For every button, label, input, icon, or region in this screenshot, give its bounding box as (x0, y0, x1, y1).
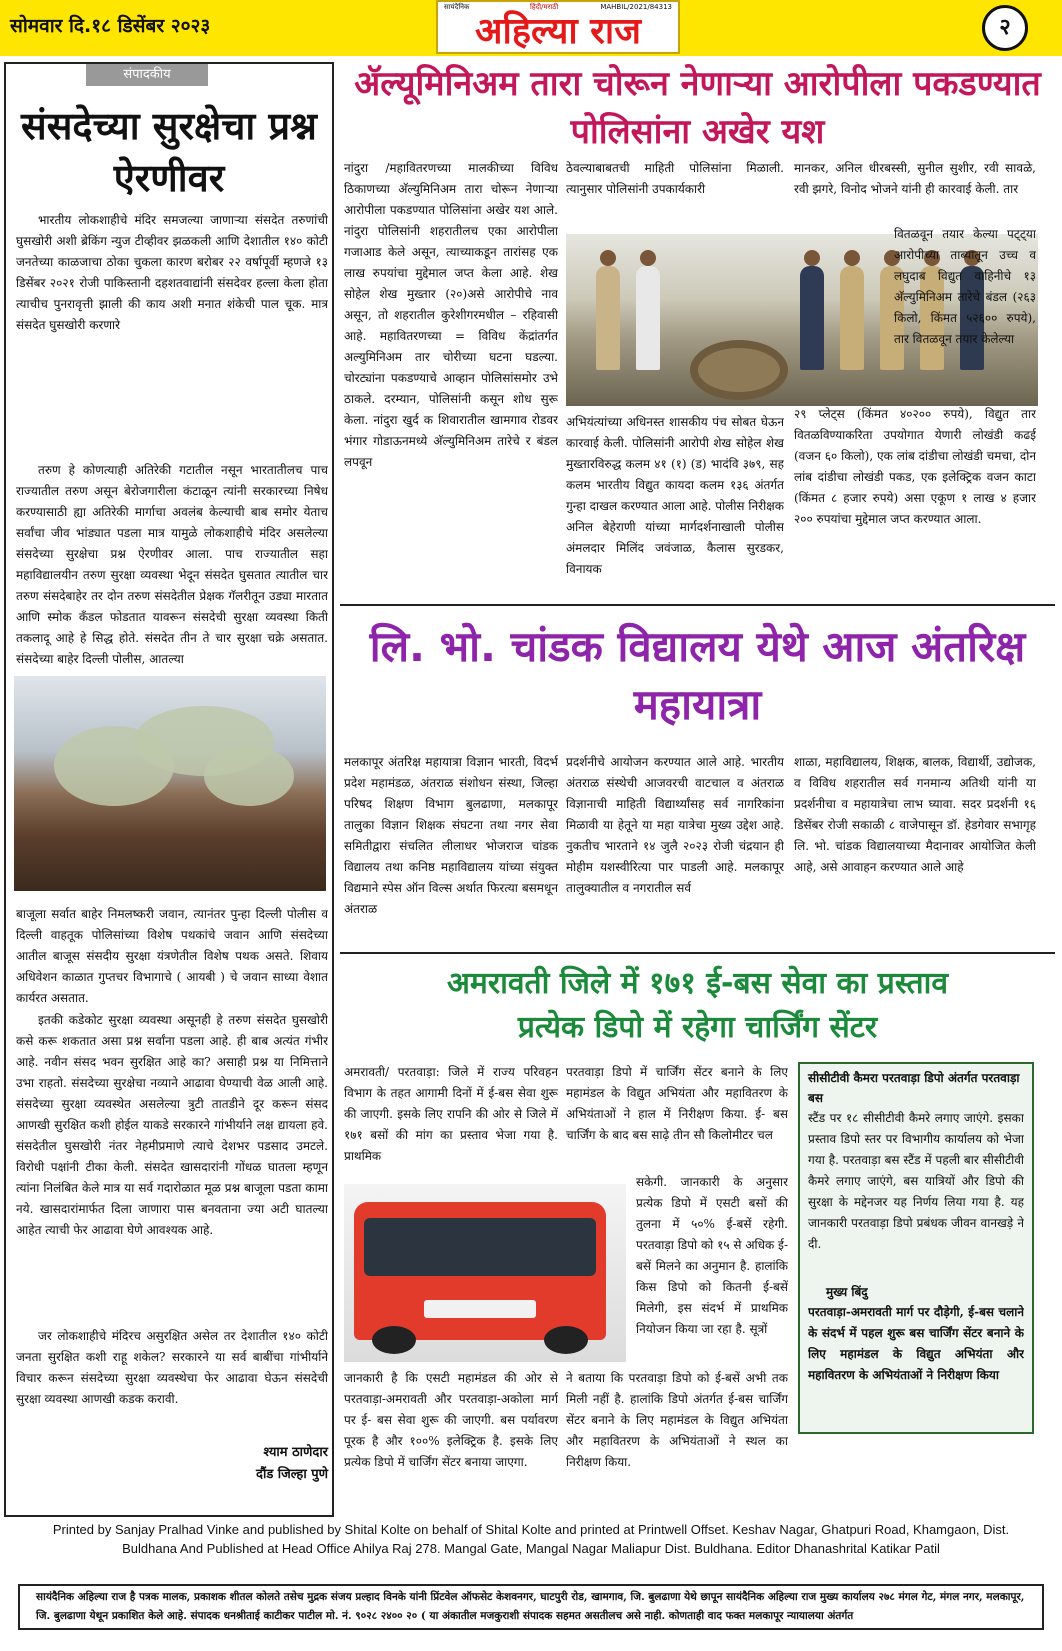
story2-col2: प्रदर्शनीचे आयोजन करण्यात आले आहे. भारतीय अंतराळ संस्थेची आजवरची वाटचाल व अंतराळ विज्ञानाची माहिती विद्यार्थ्यांसह सर्व नागरिकांना मिळावी या हेतूने या महा यात्रेचा मुख्य उद्देश आहे. नुकतीच भारताने १४ जुलै २०२३ रोजी चंद्रयान ही मोहीम यशस्वीरित्या पार पाडली आहे. मलकापूर तालुक्यातील व नगरातील सर्व (566, 755, 784, 895)
key-points-heading: मुख्य बिंदु (826, 1285, 868, 1299)
author-name: श्याम ठाणेदार (263, 1445, 328, 1460)
key-points-text: परतवाड़ा-अमरावती मार्ग पर दौड़ेगी, ई-बस चलाने के संदर्भ में पहल शुरू बस चार्जिंग सेंटर बनाने के लिए महामंडल के विद्युत अभियंता और महावितरण के अभियंताओं ने निरीक्षण किया (808, 1305, 1024, 1382)
divider-2 (340, 952, 1055, 954)
author-place: दौंड जिल्हा पुणे (256, 1467, 328, 1482)
story1-headline: ॲल्यूमिनिअम तारा चोरून नेणाऱ्या आरोपीला पकडण्यात पोलिसांना अखेर यश (354, 64, 1041, 152)
issue-date: सोमवार दि.१८ डिसेंबर २०२३ (10, 15, 211, 37)
story1-col3-top: मानकर, अनिल धीरबस्सी, सुनील सुशीर, रवी सावळे, रवी झगरे, विनोद भोजने यांनी ही कारवाई केली. तार (794, 161, 1036, 196)
story1-col3-bottom: २९ प्लेट्स (किंमत ४०२०० रुपये), विद्युत तार वितळविण्याकरिता उपयोगात येणारी लोखंडी कढई (वजन ६० किलो), एक लांब दांडीचा लोखंडी चमचा, दोन लांब दांडीचा लोखंडी पकड, एक इलेक्ट्रिक वजन काटा (किंमत ८ हजार रुपये) असा एकूण १ लाख ४ हजार २०० रुपयांचा मुद्देमाल जप्त करण्यात आला. (794, 407, 1036, 526)
sidebox-heading: सीसीटीवी कैमरा परतवाड़ा डिपो अंतर्गत परतवाड़ा बस (808, 1071, 1020, 1105)
masthead-language: हिंदी/मराठी (530, 3, 559, 11)
masthead-registration: MAHBIL/2021/84313 (600, 3, 672, 11)
story3-col2-mid: सकेगी. जानकारी के अनुसार प्रत्येक डिपो में एसटी बसों की तुलना में ५०% ई-बसें रहेगी. परतवाड़ा डिपो को १५ से अधिक ई-बसें मिलने का अनुमान है. हालांकि किस डिपो को कितनी ई-बसें मिलेगी, इस संदर्भ में प्राथमिक नियोजन किया जा रहा है. सूत्रों (636, 1175, 788, 1336)
story3-headline (340, 962, 1055, 1050)
imprint-english: Printed by Sanjay Pralhad Vinke and published by Shital Kolte on behalf of Shital Kolte and printed at Printwell Offset. Keshav Nagar, Ghatpuri Road, Khamgaon, Dist. Buldhana And Published at Head Office Ahilya Raj 278. Mangal Gate, Mangal Nagar Maliapur Dist. Buldhana. Editor Dhanashrital Katikar Patil (52, 1522, 1010, 1556)
story3-headline-line2: प्रत्येक डिपो में रहेगा चार्जिंग सेंटर (517, 1010, 878, 1045)
parliament-smoke-photo (14, 676, 326, 891)
editorial-tag: संपादकीय (86, 64, 208, 86)
story1-col1: नांदुरा /महावितरणच्या मालकीच्या विविध ठिकाणच्या अ‍ॅल्युमिनिअम तारा चोरून नेणाऱ्या आरोपीला पकडण्यात पोलिसांना अखेर यश आले. नांदुरा पोलिसांनी शहरातीलच एका आरोपीला गजाआड केले असून, त्याच्याकडून तारांसह एक लाख रुपयांचा मुद्देमाल जप्त केला आहे. शेख सोहेल शेख मुख्तार (२०)असे आरोपीचे नाव असून, तो शहरातील कुरेशीगरमधील – रहिवासी आहे. महावितरणच्या = विविध केंद्रांतर्गत अल्युमिनिअम तार चोरीच्या घटना घडल्या. चोरट्यांना पकडण्याचे आव्हान पोलिसांसमोर उभे ठाकले. दरम्यान, पोलिसांनी कसून शोध सुरू केला. नांदुरा खुर्द क शिवारातील खामगाव रोडवर भंगार गोडाऊनमध्ये अ‍ॅल्युमिनिअम तारेचे र बंडल लपवून (344, 161, 558, 469)
editorial-body-top (16, 210, 328, 670)
cctv-sidebox (798, 1062, 1034, 1434)
editorial-para-5: जर लोकशाहीचे मंदिरच असुरक्षित असेल तर देशातील १४० कोटी जनता सुरक्षित कशी राहू शकेल? सरकारने या सर्व बाबींचा गांभीर्याने विचार करून संसदेच्या सुरक्षा व्यवस्थेचा फेर आढावा घेऊन संसदेची सुरक्षा व्यवस्था आणखी कडक करावी. (16, 1329, 328, 1406)
newspaper-title: अहिल्या राज (475, 11, 641, 52)
masthead (436, 0, 680, 54)
electric-bus-photo (344, 1184, 626, 1362)
story1-col3-mid: वितळवून तयार केल्या पट्ट्या आरोपीच्या ताब्यातून उच्च व लघुदाब विद्युत वाहिनीचे १३ अ‍ॅल्युमिनिअम तारेचे बंडल (२६३ किलो, किंमत ५२६०० रुपये), तार वितळवून तयार केलेल्या (894, 227, 1036, 346)
editorial-signature (182, 1442, 328, 1486)
story3-col2-top: परतवाड़ा डिपो में चार्जिंग सेंटर बनाने के लिए महामंडल के विद्युत अभियंता और महावितरण के अभियंताओं ने हाल में निरीक्षण किया. ई- बस चार्जिंग के बाद बस साढ़े तीन सौ किलोमीटर चल (566, 1065, 788, 1142)
story1-col2-top: ठेवल्याबाबतची माहिती पोलिसांना मिळाली. त्यानुसार पोलिसांनी उपकार्यकारी (566, 161, 784, 196)
story2-col3: शाळा, महाविद्यालय, शिक्षक, बालक, विद्यार्थी, उद्योजक, व विविध शहरातील सर्व गनमान्य अतिथी यांनी या प्रदर्शनीचा व महायात्रेचा लाभ घ्यावा. सदर प्रदर्शनी १६ डिसेंबर रोजी सकाळी ८ वाजेपासून डॉ. हेडगेवार सभागृह लि. भो. चांडक विद्यालयाच्या मैदानावर आयोजित केली आहे, असे आवाहन करण्यात आले आहे (794, 755, 1036, 874)
imprint-marathi: सायंदैनिक अहिल्या राज है पत्रक मालक, प्रकाशक शीतल कोलते तसेच मुद्रक संजय प्रल्हाद विनके यांनी प्रिंटवेल ऑफसेट केशवनगर, घाटपुरी रोड, खामगाव, जि. बुलढाणा येथे छापून सायंदैनिक अहिल्या राज मुख्य कार्यालय २७८ मंगल गेट, मंगल नगर, मलकापूर, जि. बुलढाणा येथून प्रकाशित केले आहे. संपादक धनश्रीताई काटीकर पाटील मो. नं. ९०२८ २४०० २० ( या अंकातील मजकुराशी संपादक सहमत असतीलच असे नाही. कोणताही वाद फक्त मलकापूर न्यायालया अंतर्गत (18, 1584, 1044, 1630)
editorial-para-2: तरुण हे कोणत्याही अतिरेकी गटातील नसून भारतातीलच पाच राज्यातील तरुण असून बेरोजगारीला कंटाळून त्यांनी सरकारच्या निषेध करण्यासाठी ह्या अतिरेकी मार्गाचा अवलंब केल्याची बाब समोर येताच सर्वांचा जीव भांड्यात पडला मात्र यामुळे लोकशाहीचे मंदिर असलेल्या संसदेच्या सुरक्षेचा प्रश्न ऐरणीवर आला. पाच राज्यातील सहा महाविद्यालयीन तरुण सुरक्षा व्यवस्था भेदून संसदेत घुसतात त्यातील चार तरुण संसदेबाहेर तर दोन तरुण संसदेतील प्रेक्षक गॅलरीतून उड्या मारतात आणि स्मोक कॅंडल फोडतात यावरून संसदेची सुरक्षा व्यवस्था किती तकलादू आहे हे सिद्ध होते. संसदेत तीन ते चार सुरक्षा चक्रे असतात. संसदेच्या बाहेर दिल्ली पोलीस, आतल्या (16, 463, 328, 666)
editorial-column (4, 62, 334, 1517)
divider-1 (340, 604, 1055, 606)
bus-shape (354, 1202, 606, 1340)
editorial-para-3: बाजूला सर्वात बाहेर निमलष्करी जवान, त्यानंतर पुन्हा दिल्ली पोलीस व दिल्ली वाहतूक पोलिसांच्या विशेष पथकांचे जवान आणि संसदेच्या आतील बाजूस संसदीय सुरक्षा यंत्रणेतील विशेष पथक असते. शिवाय अधिवेशन काळात गुप्तचर विभागाचे ( आयबी ) चे जवान साध्या वेशात कार्यरत असतात. (16, 907, 328, 1005)
page-number: २ (982, 5, 1028, 51)
header-bar (0, 0, 1062, 56)
editorial-body-bottom (16, 904, 328, 1434)
story3-col2-bottom: ने बताया कि परतवाड़ा डिपो को ई-बसें अभी तक मिली नहीं है. हालांकि डिपो अंतर्गत ई-बस चार्जिंग सेंटर बनाने के लिए महामंडल के विद्युत अभियंता और महावितरण के अभियंताओं ने स्थल का निरीक्षण किया. (566, 1371, 788, 1469)
story2-col1: मलकापूर अंतरिक्ष महायात्रा विज्ञान भारती, विदर्भ प्रदेश महामंडळ, अंतराळ संशोधन संस्था, जिल्हा परिषद शिक्षण विभाग बुलढाणा, मलकापूर तालुका विज्ञान शिक्षक संघटना तथा नगर सेवा समितीद्वारा संचलित लीलाधर भोजराज चांडक विद्यालय तथा कनिष्ठ महाविद्यालय यांच्या संयुक्त विद्यमाने स्पेस ऑन विल्स अर्थात फिरत्या बसमधून अंतराळ (344, 755, 558, 916)
story2-headline: लि. भो. चांडक विद्यालय येथे आज अंतरिक्ष महायात्रा (369, 622, 1026, 729)
sidebox-text: स्टैंड पर १८ सीसीटीवी कैमरे लगाए जाएंगे. इसका प्रस्ताव डिपो स्तर पर विभागीय कार्यालय को भेजा गया है. परतवाड़ा बस स्टैंड में पहली बार सीसीटीवी कैमरे लगाए जाएंगे, बस यात्रियों और डिपो की सुरक्षा के मद्देनजर यह निर्णय लिया गया है. यह जानकारी परतवाड़ा डिपो प्रबंधक जीवन वानखड़े ने दी. (808, 1111, 1024, 1251)
story3-col1-bottom: जानकारी है कि एसटी महामंडल की ओर से परतवाड़ा-अमरावती और परतवाड़ा-अकोला मार्ग पर ई- बस सेवा शुरू की जाएगी. बस पर्यावरण पूरक है और १००% इलेक्ट्रिक है. इसके लिए प्रत्येक डिपो में चार्जिंग सेंटर बनाया जाएगा. (344, 1371, 558, 1469)
editorial-title: संसदेच्या सुरक्षेचा प्रश्न ऐरणीवर (21, 104, 317, 200)
story3-headline-line1: अमरावती जिले में १७१ ई-बस सेवा का प्रस्ताव (446, 966, 949, 1001)
editorial-para-1: भारतीय लोकशाहीचे मंदिर समजल्या जाणाऱ्या संसदेत तरुणांची घुसखोरी अशी ब्रेकिंग न्युज टीव्हीवर झळकली आणि देशातील १४० कोटी जनतेच्या काळजाचा ठोका चुकला कारण बरोबर २२ वर्षापूर्वी म्हणजे १३ डिसेंबर २०२१ रोजी पाकिस्तानी दहशतवाद्यांनी संसदेवर हल्ला केला होता त्याचीच पुनरावृत्ती झाली की काय अशी मनात शंकेची पाल चूक. मात्र संसदेत घुसखोरी करणारे (16, 213, 328, 332)
story1-col2-bottom: अभियंत्यांच्या अधिनस्त शासकीय पंच सोबत घेऊन कारवाई केली. पोलिसांनी आरोपी शेख सोहेल शेख मुख्तारविरुद्ध कलम ४१ (१) (ड) भादंवि ३७९, सह कलम भारतीय विद्युत कायदा कलम १३६ अंतर्गत गुन्हा दाखल करण्यात आला आहे. पोलीस निरीक्षक अनिल बेहेराणी यांच्या मार्गदर्शनाखाली पोलीस अंमलदार मिलिंद जवंजाळ, कैलास सुरडकर, विनायक (566, 415, 784, 576)
editorial-para-4: इतकी कडेकोट सुरक्षा व्यवस्था असूनही हे तरुण संसदेत घुसखोरी कसे करू शकतात असा प्रश्न सर्वांना पडला आहे. ही बाब अत्यंत गंभीर आहे. नवीन संसद भवन सुरक्षित आहे का? असाही प्रश्न या निमित्ताने उभा राहतो. संसदेच्या सुरक्षेचा नव्याने आढावा घेण्याची वेळ आली आहे. संसदेच्या सुरक्षा व्यवस्थेत असलेल्या त्रुटी तातडीने दूर करून संसद आणखी सुरक्षित कशी होईल याकडे सरकारने गांभीर्याने लक्ष द्यायला हवे. संसदेतील घुसखोरी नंतर नेहमीप्रमाणे त्याचे देशभर पडसाद उमटले. विरोधी पक्षांनी टीका केली. संसदेत खासदारांनी गोंधळ घातला म्हणून त्यांना निलंबित केले मात्र या सर्व गदारोळात मूळ प्रश्न बाजूला पडता कामा नये. खासदारांमार्फत दिला जाणारा पास बनवताना ज्या अटी घातल्या आहेत त्याची फेर आढावा घेणे आवश्यक आहे. (16, 1013, 328, 1237)
masthead-tag: सायंदैनिक (444, 3, 470, 11)
story3-col1-top: अमरावती/ परतवाड़ा: जिले में राज्य परिवहन विभाग के तहत आगामी दिनों में ई-बस सेवा शुरू की जाएगी. इसके लिए रापनि की ओर से जिले में १७१ बसों की मांग का प्रस्ताव भेजा गया है. प्राथमिक (344, 1065, 558, 1163)
